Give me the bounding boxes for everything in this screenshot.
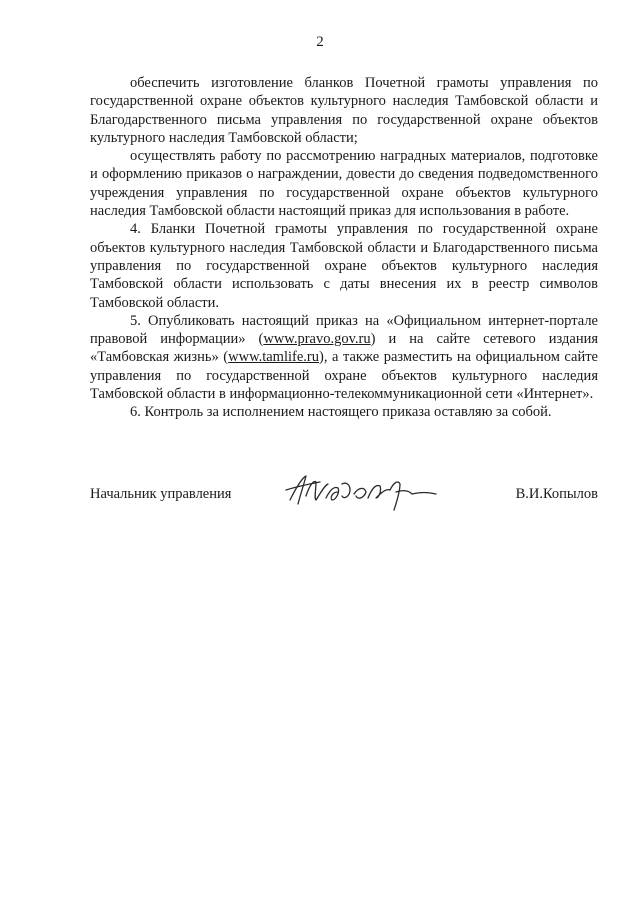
paragraph-text: 5. Опубликовать настоящий приказ на «Официальном интернет-портале правовой информации» (: [90, 312, 598, 348]
handwritten-signature-icon: [276, 470, 446, 520]
paragraph-review-award-materials: [90, 147, 598, 220]
paragraph-text: ), а также разместить на официальном сайте управления по государственной охране объектов культурного наследия Тамбовской области в информационно-телекоммуникационной сети «Интернет».: [90, 349, 598, 403]
paragraph-item-5-publication: [90, 312, 598, 403]
signature-block: [90, 470, 598, 520]
paragraph-text: 4. Бланки Почетной грамоты управления по государственной охране объектов культурного наследия Тамбовской области и Благодарственного письма управления по государственной охране объектов культурного наследия Тамбовской области использовать с даты внесения их в реестр символов Тамбовской области.: [90, 221, 598, 311]
paragraph-item-6-control: [90, 403, 598, 421]
paragraph-text: 6. Контроль за исполнением настоящего приказа оставляю за собой.: [130, 404, 552, 421]
paragraph-text: обеспечить изготовление бланков Почетной грамоты управления по государственной охране объектов культурного наследия Тамбовской области и Благодарственного письма управления по государственной охране объектов культурного наследия Тамбовской области;: [90, 75, 598, 146]
url-link[interactable]: www.pravo.gov.ru: [263, 331, 371, 348]
signatory-title: Начальник управления: [90, 486, 232, 502]
paragraph-item-4-forms-usage: [90, 220, 598, 311]
paragraph-text: осуществлять работу по рассмотрению наградных материалов, подготовке и оформлению приказов о награждении, довести до сведения подведомственного учреждения управления по государственной охране объектов культурного наследия Тамбовской области настоящий приказ для использования в работе.: [90, 148, 598, 220]
url-link[interactable]: www.tamlife.ru: [228, 349, 319, 366]
page-number: 2: [316, 34, 324, 50]
document-body: [90, 74, 598, 422]
signatory-name: В.И.Копылов: [515, 486, 598, 502]
paragraph-production-of-forms: [90, 74, 598, 147]
paragraph-text: ) и на сайте сетевого издания «Тамбовская жизнь» (: [90, 331, 599, 366]
